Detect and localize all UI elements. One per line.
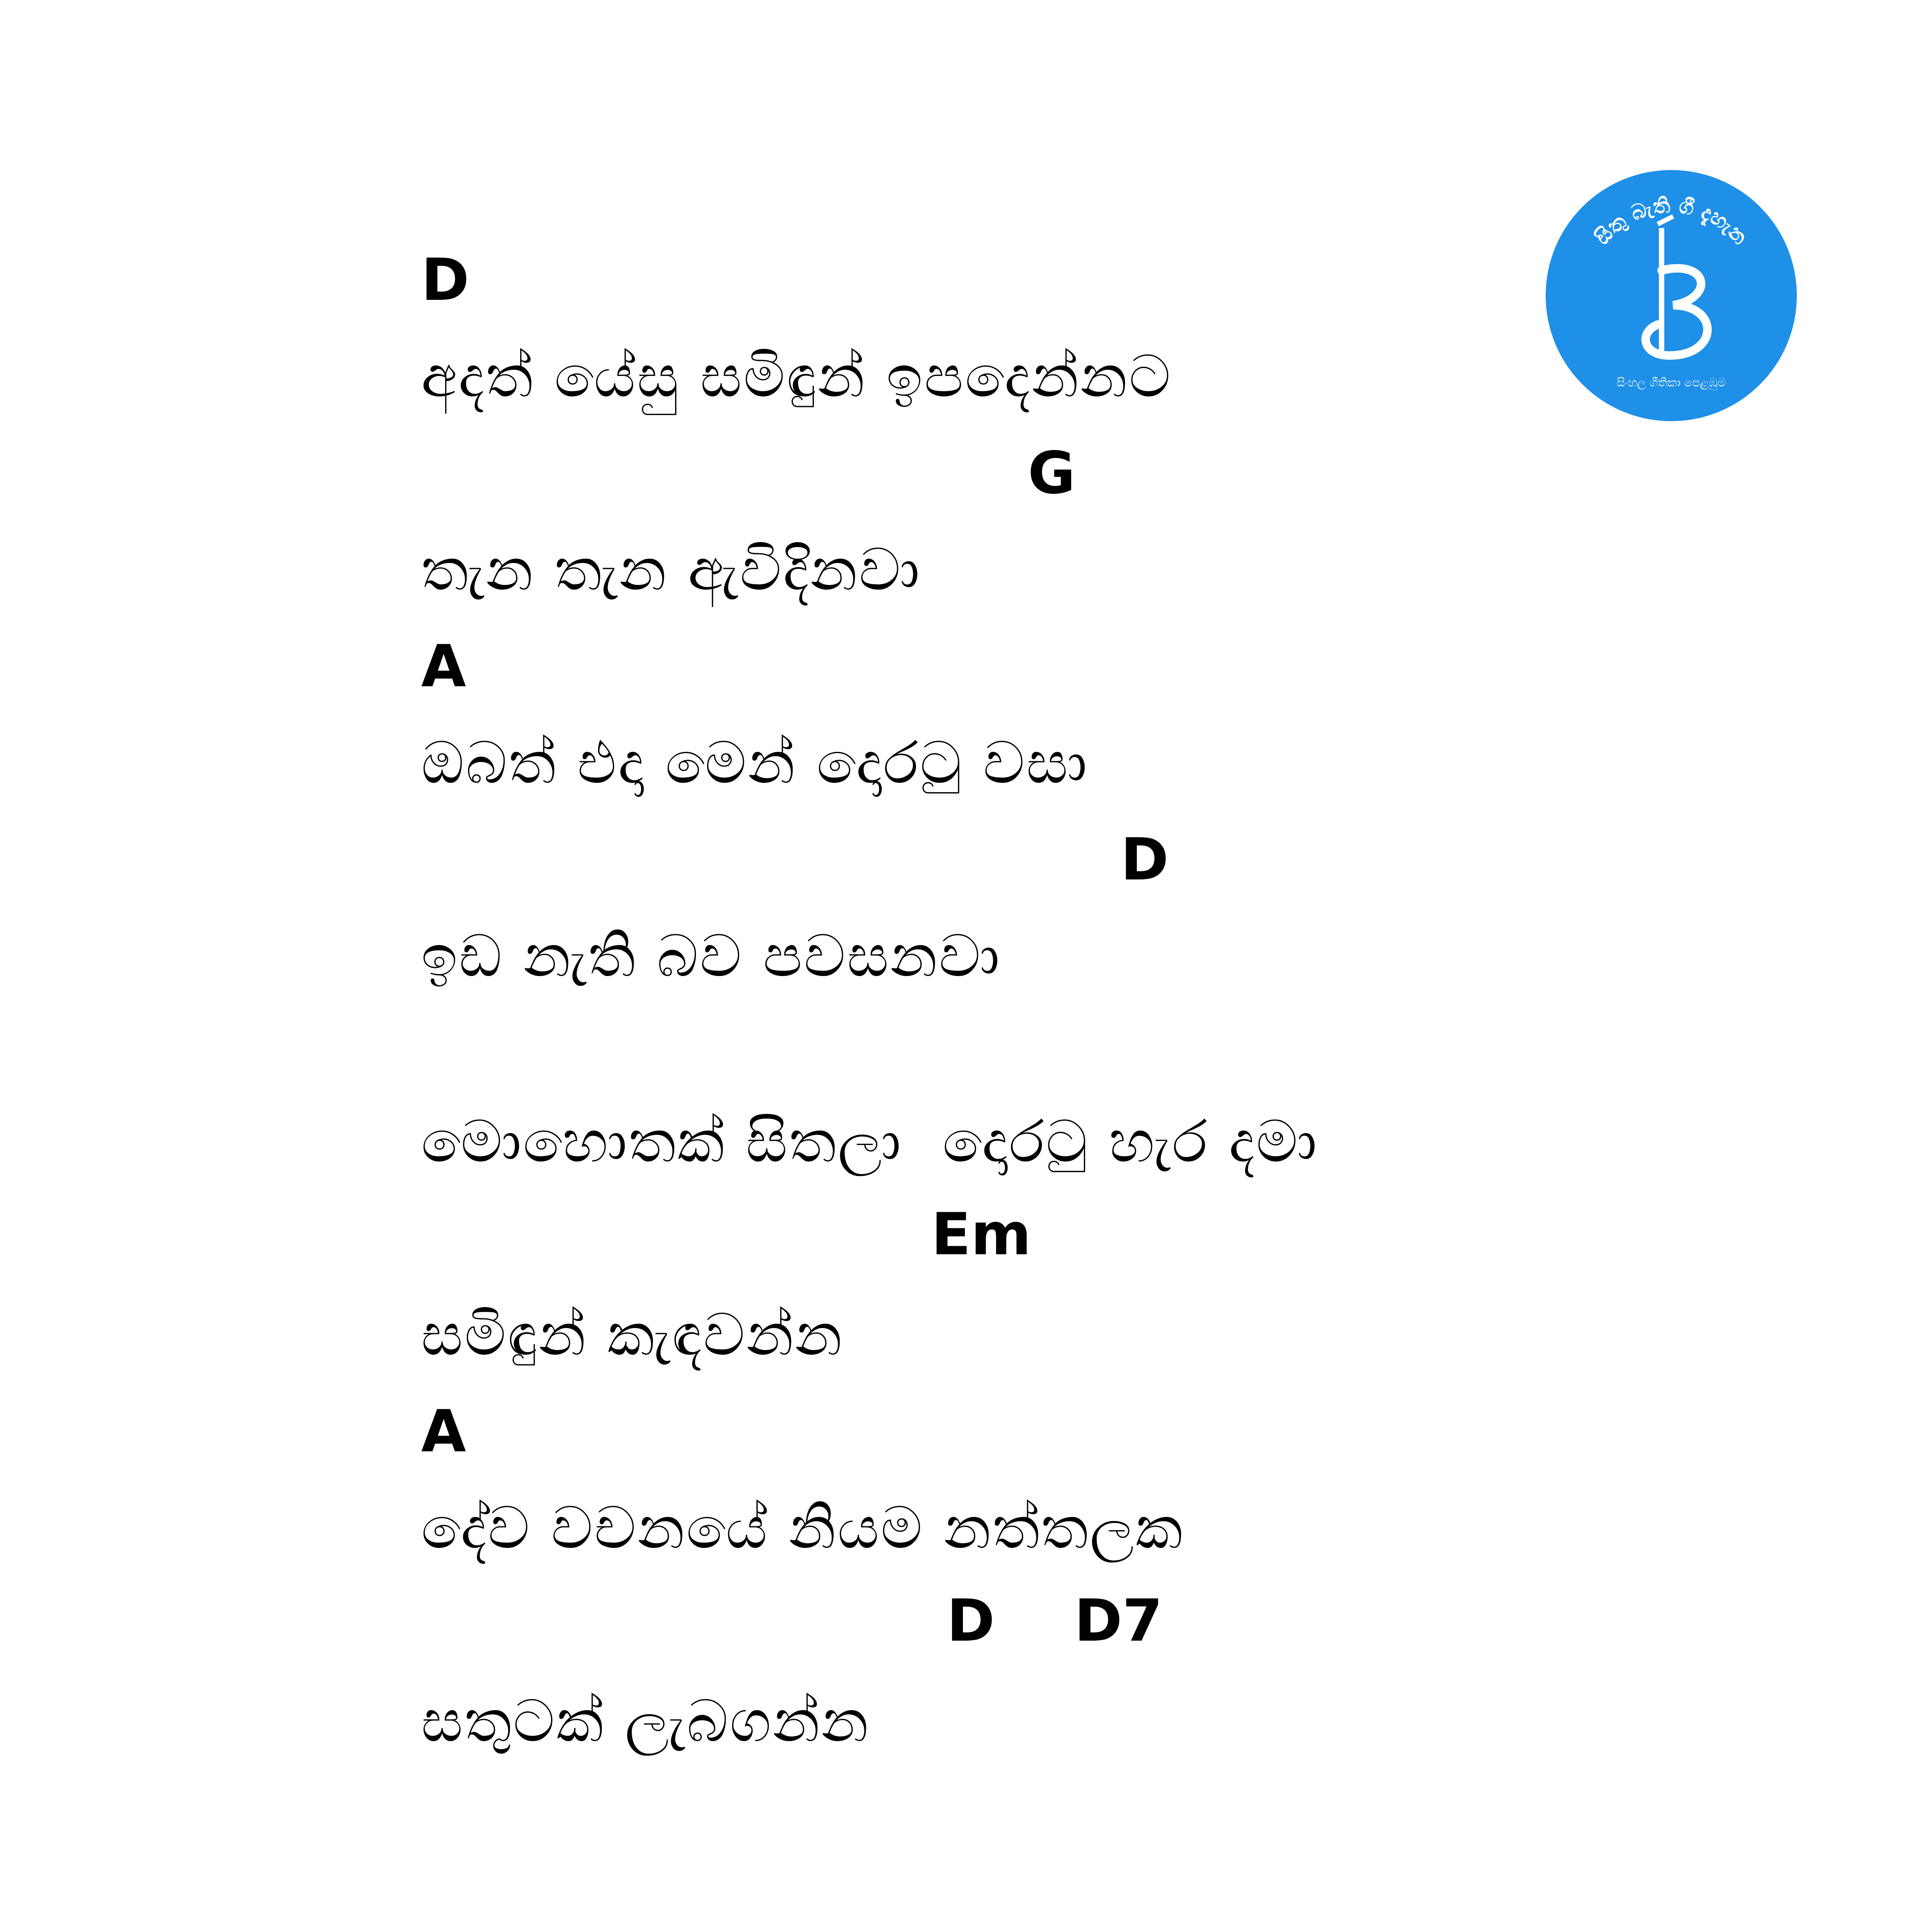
logo-ring-text: සිතු බැති ගී දැහැන — [1590, 193, 1753, 249]
lyric-line: ඔබත් එදා මෙන් දොරටු වසා — [421, 730, 1089, 797]
lyric-line: සතුටක් ලැබගන්න — [421, 1688, 870, 1755]
chord: D7 — [1074, 1587, 1163, 1655]
logo-badge — [1546, 170, 1797, 421]
chord: A — [421, 633, 466, 700]
lyric-line: ඉඩ නැති බව පවසනවා — [421, 923, 1001, 990]
guitar-letter-icon — [1546, 170, 1797, 421]
chord: D — [421, 247, 469, 314]
logo-bottom-text: සිංහල ගීතිකා පෙළඹුම — [1616, 376, 1726, 389]
chord: D — [947, 1587, 995, 1655]
chord: A — [421, 1398, 466, 1465]
lyric-line: මොහොතක් සිතලා දොරටු හැර දමා — [421, 1108, 1318, 1175]
chord: G — [1028, 440, 1076, 507]
lyric-line: තැන තැන ඇවිදිනවා — [421, 536, 921, 604]
svg-text:සිතු බැති ගී දැහැන — [1590, 193, 1752, 249]
chord: D — [1121, 826, 1169, 893]
lyric-line: සමිඳුන් කැඳවන්න — [421, 1301, 844, 1369]
lyric-line: අදත් යේසු සමිඳුන් ඉපදෙන්නට — [421, 343, 1172, 410]
lyric-line: දේව වචනයේ නියම නත්තලක — [421, 1495, 1184, 1562]
chord: Em — [931, 1201, 1031, 1268]
